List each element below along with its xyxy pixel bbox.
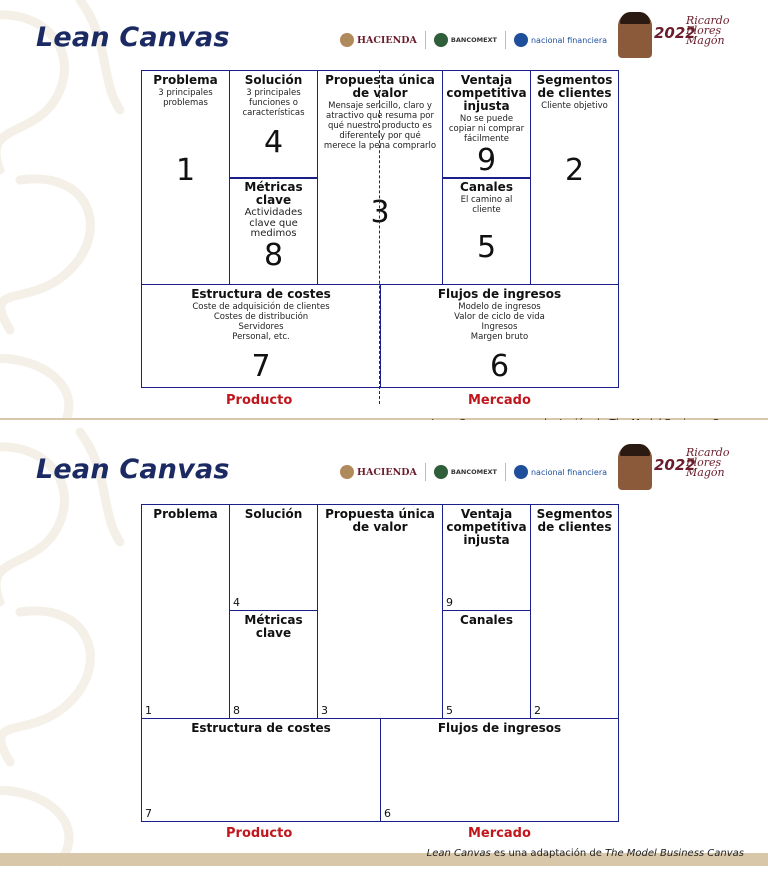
cell-number: 2 bbox=[534, 704, 541, 717]
cell-propuesta-valor bbox=[317, 504, 443, 719]
anniversary-badge bbox=[616, 442, 730, 492]
cell-ventaja-competitiva bbox=[442, 70, 531, 179]
anniversary-name: Ricardo Flores Magón bbox=[686, 446, 730, 479]
sponsor-logos bbox=[340, 28, 607, 52]
cell-number: 9 bbox=[476, 143, 497, 178]
cell-number: 5 bbox=[446, 704, 453, 717]
cell-title: Estructura de costes bbox=[191, 721, 331, 735]
cell-description: Cliente objetivo bbox=[541, 101, 608, 111]
anniversary-year: 2022 bbox=[654, 456, 696, 474]
cell-number: 6 bbox=[384, 807, 391, 820]
cell-number: 1 bbox=[175, 153, 196, 188]
portrait-hair bbox=[620, 12, 650, 24]
logo-divider bbox=[505, 463, 506, 481]
axis-label-producto: Producto bbox=[226, 826, 293, 841]
axis-label-mercado: Mercado bbox=[468, 393, 531, 408]
cell-title: Solución bbox=[244, 507, 303, 521]
cell-number: 8 bbox=[263, 238, 284, 273]
cell-flujos-ingresos bbox=[380, 284, 619, 388]
cell-problema bbox=[141, 70, 230, 285]
cell-canales bbox=[442, 177, 531, 285]
anniversary-year: 2022 bbox=[654, 24, 696, 42]
hacienda-logo bbox=[340, 465, 417, 479]
cell-propuesta-valor bbox=[317, 70, 443, 285]
cell-canales bbox=[442, 610, 531, 719]
footer-mid: es una adaptación de bbox=[490, 848, 606, 859]
revenue-line: Valor de ciclo de vida bbox=[454, 312, 545, 322]
revenue-line: Modelo de ingresos bbox=[458, 302, 541, 312]
anniversary-badge bbox=[616, 10, 730, 60]
cell-number: 2 bbox=[564, 153, 585, 188]
cell-number: 4 bbox=[263, 125, 284, 160]
axis-label-producto: Producto bbox=[226, 393, 293, 408]
cell-title: Problema bbox=[153, 507, 218, 521]
footer-italic-model: The Model Business Canvas bbox=[605, 848, 744, 859]
page-title: Lean Canvas bbox=[36, 22, 230, 53]
footer-italic-lean: Lean Canvas bbox=[426, 848, 491, 859]
cell-number: 3 bbox=[370, 195, 390, 230]
cell-description: El camino al cliente bbox=[460, 195, 513, 215]
bancomext-emblem-icon bbox=[434, 465, 448, 479]
hacienda-logo bbox=[340, 33, 417, 47]
cost-line: Personal, etc. bbox=[232, 332, 290, 342]
cell-segmentos-clientes bbox=[530, 70, 619, 285]
nafin-logo bbox=[514, 33, 607, 47]
hacienda-seal-icon bbox=[340, 465, 354, 479]
bancomext-logo bbox=[434, 465, 497, 479]
cell-flujos-ingresos bbox=[380, 718, 619, 822]
cell-number: 6 bbox=[489, 349, 510, 384]
page-title: Lean Canvas bbox=[36, 454, 230, 485]
cell-title: Problema bbox=[153, 73, 218, 87]
hacienda-logo-text: HACIENDA bbox=[357, 34, 417, 46]
cell-title: Métricas clave bbox=[244, 180, 303, 207]
bancomext-emblem-icon bbox=[434, 33, 448, 47]
cell-title: Propuesta única de valor bbox=[325, 73, 435, 100]
cell-solucion bbox=[229, 70, 318, 179]
bancomext-logo bbox=[434, 33, 497, 47]
portrait-hair bbox=[620, 444, 650, 456]
cost-line: Coste de adquisición de clientes bbox=[192, 302, 330, 312]
cell-title: Métricas clave bbox=[244, 613, 303, 640]
cell-description: 3 principales problemas bbox=[158, 88, 213, 108]
hacienda-logo-text: HACIENDA bbox=[357, 466, 417, 478]
revenue-line: Ingresos bbox=[481, 322, 518, 332]
cell-description: Mensaje sencillo, claro y atractivo que resuma por qué nuestro producto es diferentely por qué merece la pena comprarlo bbox=[323, 101, 437, 151]
cell-estructura-costes bbox=[141, 284, 381, 388]
cell-description: No se puede copiar ni comprar fácilmente bbox=[448, 114, 525, 144]
nafin-emblem-icon bbox=[514, 33, 528, 47]
cell-title: Flujos de ingresos bbox=[437, 287, 562, 301]
slide-detailed bbox=[0, 0, 768, 420]
lean-canvas-grid bbox=[141, 70, 619, 388]
logo-divider bbox=[425, 463, 426, 481]
cell-number: 7 bbox=[145, 807, 152, 820]
cell-title: Propuesta única de valor bbox=[325, 507, 435, 534]
cell-number: 7 bbox=[251, 349, 271, 384]
producto-mercado-divider bbox=[379, 70, 380, 404]
anniversary-name: Ricardo Flores Magón bbox=[686, 14, 730, 47]
bancomext-logo-text: BANCOMEXT bbox=[450, 36, 497, 44]
hacienda-seal-icon bbox=[340, 33, 354, 47]
footer-credit bbox=[427, 848, 744, 859]
cell-estructura-costes bbox=[141, 718, 381, 822]
nafin-logo-text: nacional financiera bbox=[530, 35, 608, 45]
cell-metricas-clave bbox=[229, 177, 318, 285]
cell-title: Canales bbox=[460, 613, 513, 627]
decorative-swirl-background bbox=[0, 0, 130, 440]
nafin-logo bbox=[514, 465, 607, 479]
cell-title: Ventaja competitiva injusta bbox=[446, 73, 527, 113]
cell-title: Canales bbox=[460, 180, 513, 194]
lean-canvas-grid bbox=[141, 504, 619, 822]
cell-title: Ventaja competitiva injusta bbox=[446, 507, 527, 547]
cell-title: Segmentos de clientes bbox=[536, 507, 613, 534]
logo-divider bbox=[505, 31, 506, 49]
bancomext-logo-text: BANCOMEXT bbox=[450, 468, 497, 476]
cell-metricas-clave bbox=[229, 610, 318, 719]
sponsor-logos bbox=[340, 460, 607, 484]
cell-number: 3 bbox=[321, 704, 328, 717]
nafin-emblem-icon bbox=[514, 465, 528, 479]
logo-divider bbox=[425, 31, 426, 49]
cell-number: 5 bbox=[476, 230, 497, 265]
cell-solucion bbox=[229, 504, 318, 611]
cell-title: Segmentos de clientes bbox=[536, 73, 613, 100]
slide-blank-template bbox=[0, 432, 768, 866]
cell-number: 1 bbox=[145, 704, 152, 717]
cell-segmentos-clientes bbox=[530, 504, 619, 719]
cell-description: 3 principales funciones o características bbox=[242, 88, 305, 118]
cell-ventaja-competitiva bbox=[442, 504, 531, 611]
cell-number: 8 bbox=[233, 704, 240, 717]
nafin-logo-text: nacional financiera bbox=[530, 467, 608, 477]
cell-number: 9 bbox=[446, 596, 453, 609]
cell-description: Actividades clave que medimos bbox=[244, 207, 303, 239]
cell-title: Solución bbox=[244, 73, 303, 87]
cost-line: Costes de distribución bbox=[213, 312, 309, 322]
cell-title: Estructura de costes bbox=[191, 287, 331, 301]
axis-label-mercado: Mercado bbox=[468, 826, 531, 841]
cell-number: 4 bbox=[233, 596, 240, 609]
cell-problema bbox=[141, 504, 230, 719]
cost-line: Servidores bbox=[238, 322, 284, 332]
revenue-line: Margen bruto bbox=[470, 332, 529, 342]
cell-title: Flujos de ingresos bbox=[437, 721, 562, 735]
